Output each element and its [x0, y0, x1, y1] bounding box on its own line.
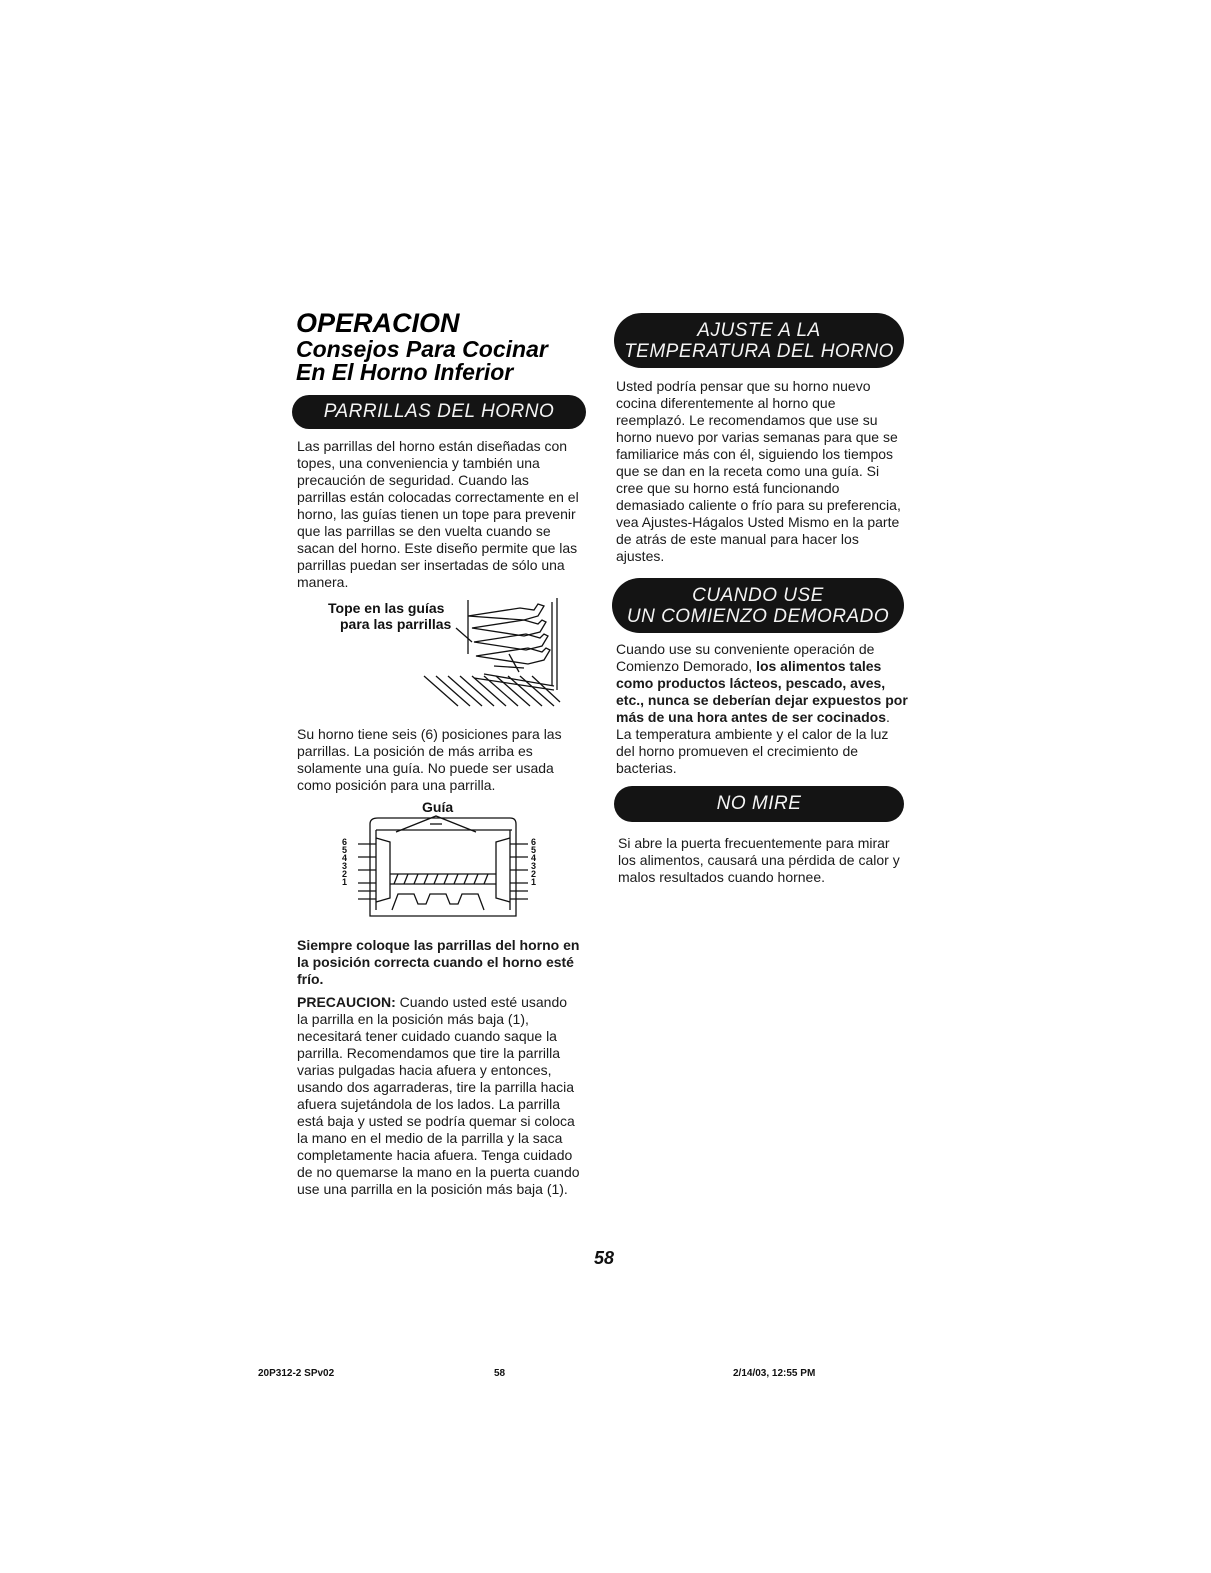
cuando-text-intro: Cuando use su conveniente operación de Comienzo Demorado, [616, 641, 875, 674]
rack-number: 3 [531, 861, 537, 871]
footer-document-code: 20P312-2 SPv02 [258, 1368, 335, 1379]
ajuste-paragraph: Usted podría pensar que su horno nuevo cocina diferentemente al horno que reemplazó. Le recomendamos que use su horno nuevo por varias semanas para que se familiarice más con él, siguiendo los tiempos que se dan en la receta como una guía. Si cree que su horno está funcionando demasiado caliente o frío para su preferencia, vea Ajustes-Hágalos Usted Mismo en la parte de atrás de este manual para hacer los ajustes. [616, 378, 901, 564]
caution-label: PRECAUCION: [297, 994, 396, 1010]
rack-numbers-right [531, 838, 545, 886]
caution-text: Cuando usted esté usando la parrilla en la posición más baja (1), necesitará tener cuidado cuando saque la parrilla. Recomendamos que tire la parrilla varias pulgadas hacia afuera y entonces, usando dos agarraderas, tire la parrilla hacia afuera sujetándola de los lados. La parrilla está baja y usted se podría quemar si coloca la mano en el medio de la parrilla y la saca completamente hacia afuera. Tenga cuidado de no quemarse la mano en la puerta cuando use una parrilla en la posición más baja (1). [297, 994, 580, 1197]
nomire-paragraph: Si abre la puerta frecuentemente para mirar los alimentos, causará una pérdida de calor y malos resultados cuando hornee. [618, 835, 900, 885]
caution-paragraph [297, 994, 581, 1198]
rack-number: 6 [531, 837, 537, 847]
rack-number: 5 [342, 845, 348, 855]
subtitle-line-2: En El Horno Inferior [296, 359, 514, 385]
rack-stop-diagram [324, 594, 574, 709]
subtitle-line-1: Consejos Para Cocinar [296, 336, 548, 362]
guide-label: Guía [422, 799, 454, 815]
footer-timestamp: 2/14/03, 12:55 PM [733, 1368, 816, 1379]
rack-positions-paragraph: Su horno tiene seis (6) posiciones para las parrillas. La posición de más arriba es solamente una guía. No puede ser usada como posición para una parrilla. [297, 726, 562, 793]
footer-page-number: 58 [494, 1368, 506, 1379]
nomire-heading: NO MIRE [614, 786, 904, 822]
rack-number: 2 [342, 869, 348, 879]
rack-stop-label-line-2: para las parrillas [340, 616, 452, 632]
parrillas-paragraph: Las parrillas del horno están diseñadas con topes, una conveniencia y también una precaución de seguridad. Cuando las parrillas están colocadas correctamente en el horno, las guías tienen un tope para prevenir que las parrillas se den vuelta cuando se sacan del horno. Este diseño permite que las parrillas puedan ser insertadas de sólo una manera. [297, 438, 579, 590]
rack-stop-label-line-1: Tope en las guías [328, 600, 445, 616]
cuando-text-end: . La temperatura ambiente y el calor de la luz del horno promueven el crecimiento de bacterias. [616, 709, 890, 776]
cuando-text-warning: los alimentos tales como productos lácteos, pescado, aves, etc., nunca se deberían dejar expuestos por más de una hora antes de ser cocinados [616, 658, 908, 725]
rack-warning: Siempre coloque las parrillas del horno en la posición correcta cuando el horno esté frío. [297, 937, 580, 987]
cuando-paragraph [616, 641, 908, 777]
oven-cavity-illustration [338, 798, 548, 928]
rack-number: 5 [531, 845, 537, 855]
page-number: 58 [594, 1248, 615, 1268]
oven-rack-positions-diagram [338, 798, 548, 928]
rack-stop-illustration [324, 594, 574, 709]
ajuste-heading: AJUSTE A LA TEMPERATURA DEL HORNO [614, 313, 904, 368]
rack-number: 4 [342, 853, 348, 863]
rack-number: 6 [342, 837, 348, 847]
cuando-heading: CUANDO USE UN COMIENZO DEMORADO [612, 578, 904, 633]
section-title: OPERACION [296, 308, 460, 338]
rack-number: 4 [531, 853, 537, 863]
rack-number: 1 [342, 877, 348, 887]
parrillas-heading: PARRILLAS DEL HORNO [292, 395, 586, 429]
rack-number: 1 [531, 877, 537, 887]
rack-number: 3 [342, 861, 348, 871]
rack-numbers-left [342, 838, 356, 886]
rack-number: 2 [531, 869, 537, 879]
